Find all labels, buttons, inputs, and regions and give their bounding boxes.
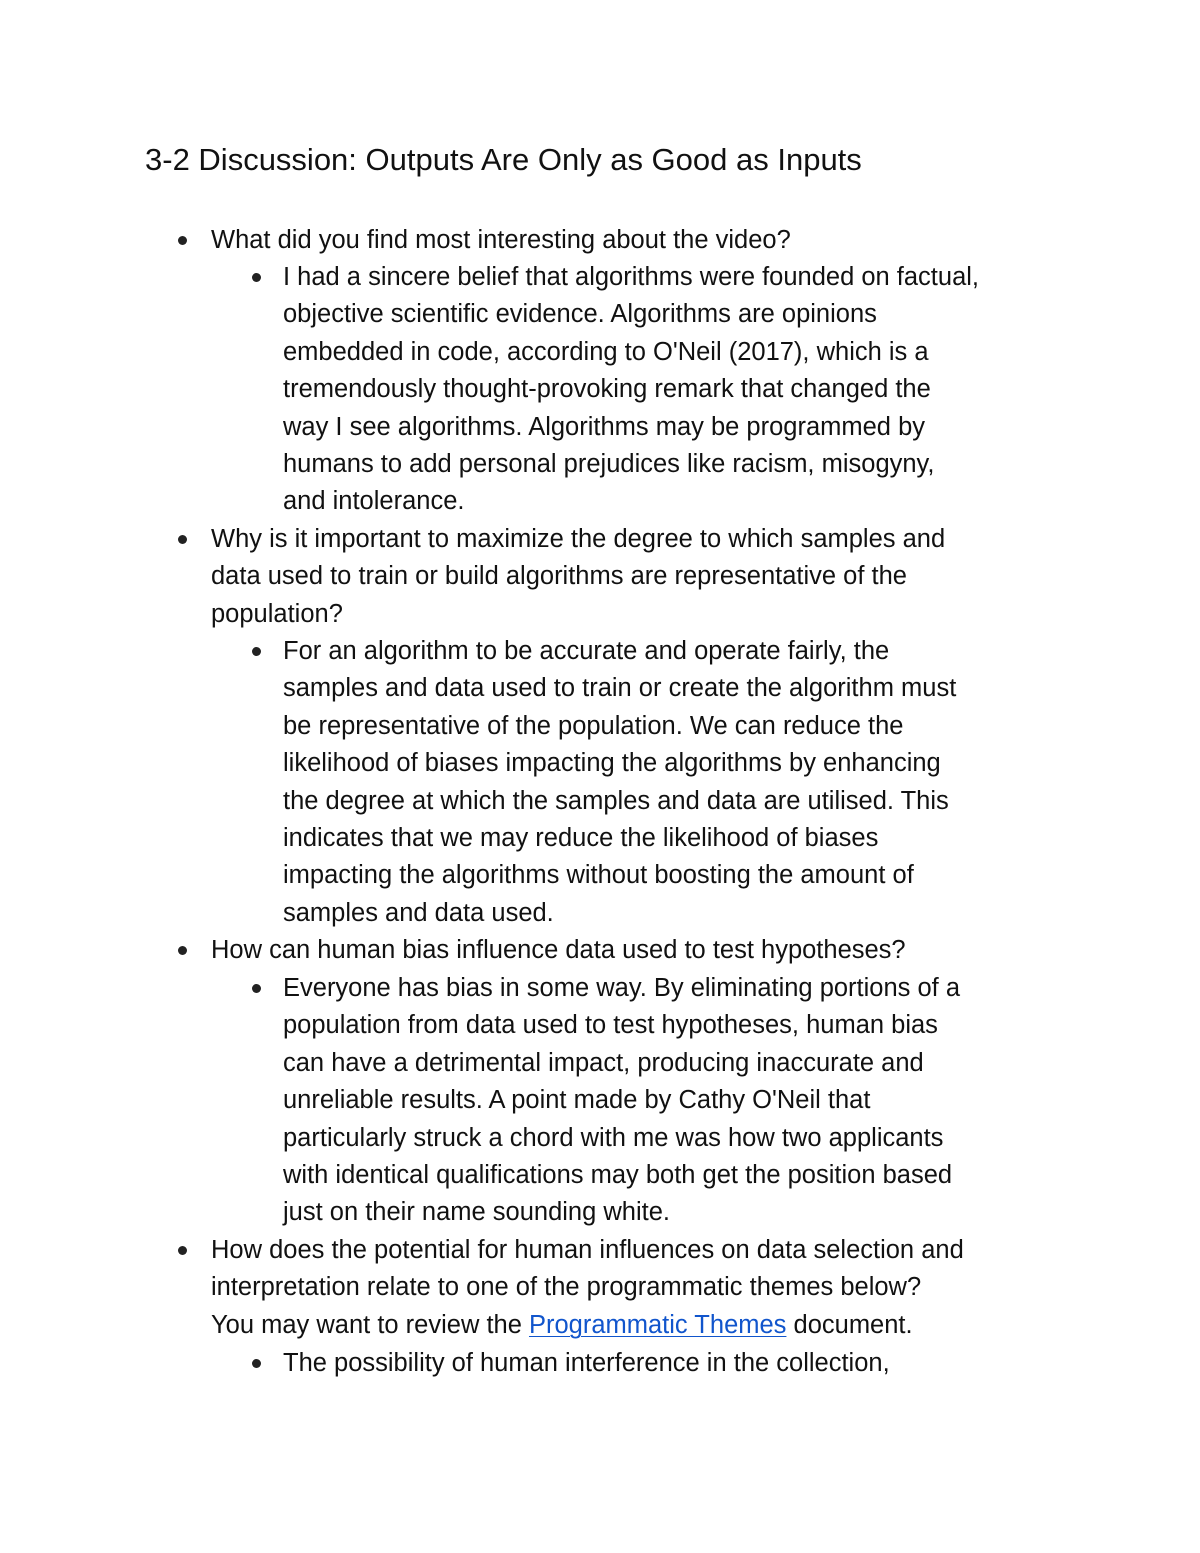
answer-3-line: just on their name sounding white. bbox=[283, 1198, 670, 1227]
question-1-line: What did you find most interesting about the video? bbox=[211, 226, 791, 254]
question-1 bbox=[211, 222, 1081, 259]
answer-3-line: Everyone has bias in some way. By eliminating portions of a bbox=[283, 974, 961, 1002]
answer-4-line: The possibility of human interference in the collection, bbox=[283, 1349, 890, 1377]
question-4-link-suffix: document. bbox=[786, 1310, 913, 1339]
answer-4 bbox=[283, 1345, 1083, 1382]
answer-3-line: unreliable results. A point made by Cathy O'Neil that bbox=[283, 1086, 871, 1115]
question-4-line: interpretation relate to one of the programmatic themes below? bbox=[211, 1273, 922, 1302]
bullet-icon bbox=[252, 273, 261, 282]
bullet-icon bbox=[178, 946, 187, 955]
answer-2-line: be representative of the population. We can reduce the bbox=[283, 711, 904, 740]
answer-1-line: humans to add personal prejudices like racism, misogyny, bbox=[283, 450, 935, 479]
answer-2-line: the degree at which the samples and data are utilised. This bbox=[283, 786, 949, 815]
question-2-line: Why is it important to maximize the degree to which samples and bbox=[211, 525, 946, 553]
question-2-line: data used to train or build algorithms are representative of the bbox=[211, 562, 907, 591]
programmatic-themes-link[interactable]: Programmatic Themes bbox=[528, 1310, 787, 1339]
answer-2-line: samples and data used. bbox=[283, 898, 554, 927]
answer-2-line: For an algorithm to be accurate and operate fairly, the bbox=[283, 637, 890, 665]
answer-2-line: indicates that we may reduce the likelihood of biases bbox=[283, 824, 879, 853]
question-4-link-prefix: You may want to review the bbox=[211, 1310, 529, 1339]
answer-2-line: samples and data used to train or create the algorithm must bbox=[283, 674, 957, 703]
bullet-icon bbox=[178, 535, 187, 544]
question-3-line: How can human bias influence data used to test hypotheses? bbox=[211, 936, 906, 964]
bullet-icon bbox=[178, 1246, 187, 1255]
answer-2-line: likelihood of biases impacting the algorithms by enhancing bbox=[283, 749, 941, 778]
answer-1-line: and intolerance. bbox=[283, 487, 465, 516]
answer-2 bbox=[283, 633, 1083, 932]
answer-3-line: population from data used to test hypotheses, human bias bbox=[283, 1011, 938, 1040]
bullet-icon bbox=[252, 1359, 261, 1368]
answer-1-line: way I see algorithms. Algorithms may be programmed by bbox=[283, 412, 926, 441]
answer-1 bbox=[283, 259, 1083, 521]
bullet-icon bbox=[252, 647, 261, 656]
question-3 bbox=[211, 932, 1081, 969]
answer-3-line: can have a detrimental impact, producing inaccurate and bbox=[283, 1048, 924, 1077]
question-2 bbox=[211, 521, 1081, 633]
answer-3 bbox=[283, 970, 1083, 1232]
answer-1-line: I had a sincere belief that algorithms were founded on factual, bbox=[283, 263, 980, 291]
question-2-line: population? bbox=[211, 599, 343, 628]
page-title: 3-2 Discussion: Outputs Are Only as Good as Inputs bbox=[145, 142, 862, 177]
answer-2-line: impacting the algorithms without boosting the amount of bbox=[283, 861, 914, 890]
question-4 bbox=[211, 1232, 1081, 1344]
question-4-line: How does the potential for human influences on data selection and bbox=[211, 1236, 964, 1264]
question-4-line-with-link bbox=[211, 1307, 1081, 1344]
bullet-icon bbox=[252, 984, 261, 993]
answer-1-line: objective scientific evidence. Algorithms are opinions bbox=[283, 300, 877, 329]
answer-1-line: embedded in code, according to O'Neil (2017), which is a bbox=[283, 337, 929, 366]
answer-1-line: tremendously thought-provoking remark that changed the bbox=[283, 375, 931, 404]
answer-3-line: particularly struck a chord with me was how two applicants bbox=[283, 1123, 944, 1152]
bullet-icon bbox=[178, 236, 187, 245]
answer-3-line: with identical qualifications may both get the position based bbox=[283, 1161, 953, 1190]
